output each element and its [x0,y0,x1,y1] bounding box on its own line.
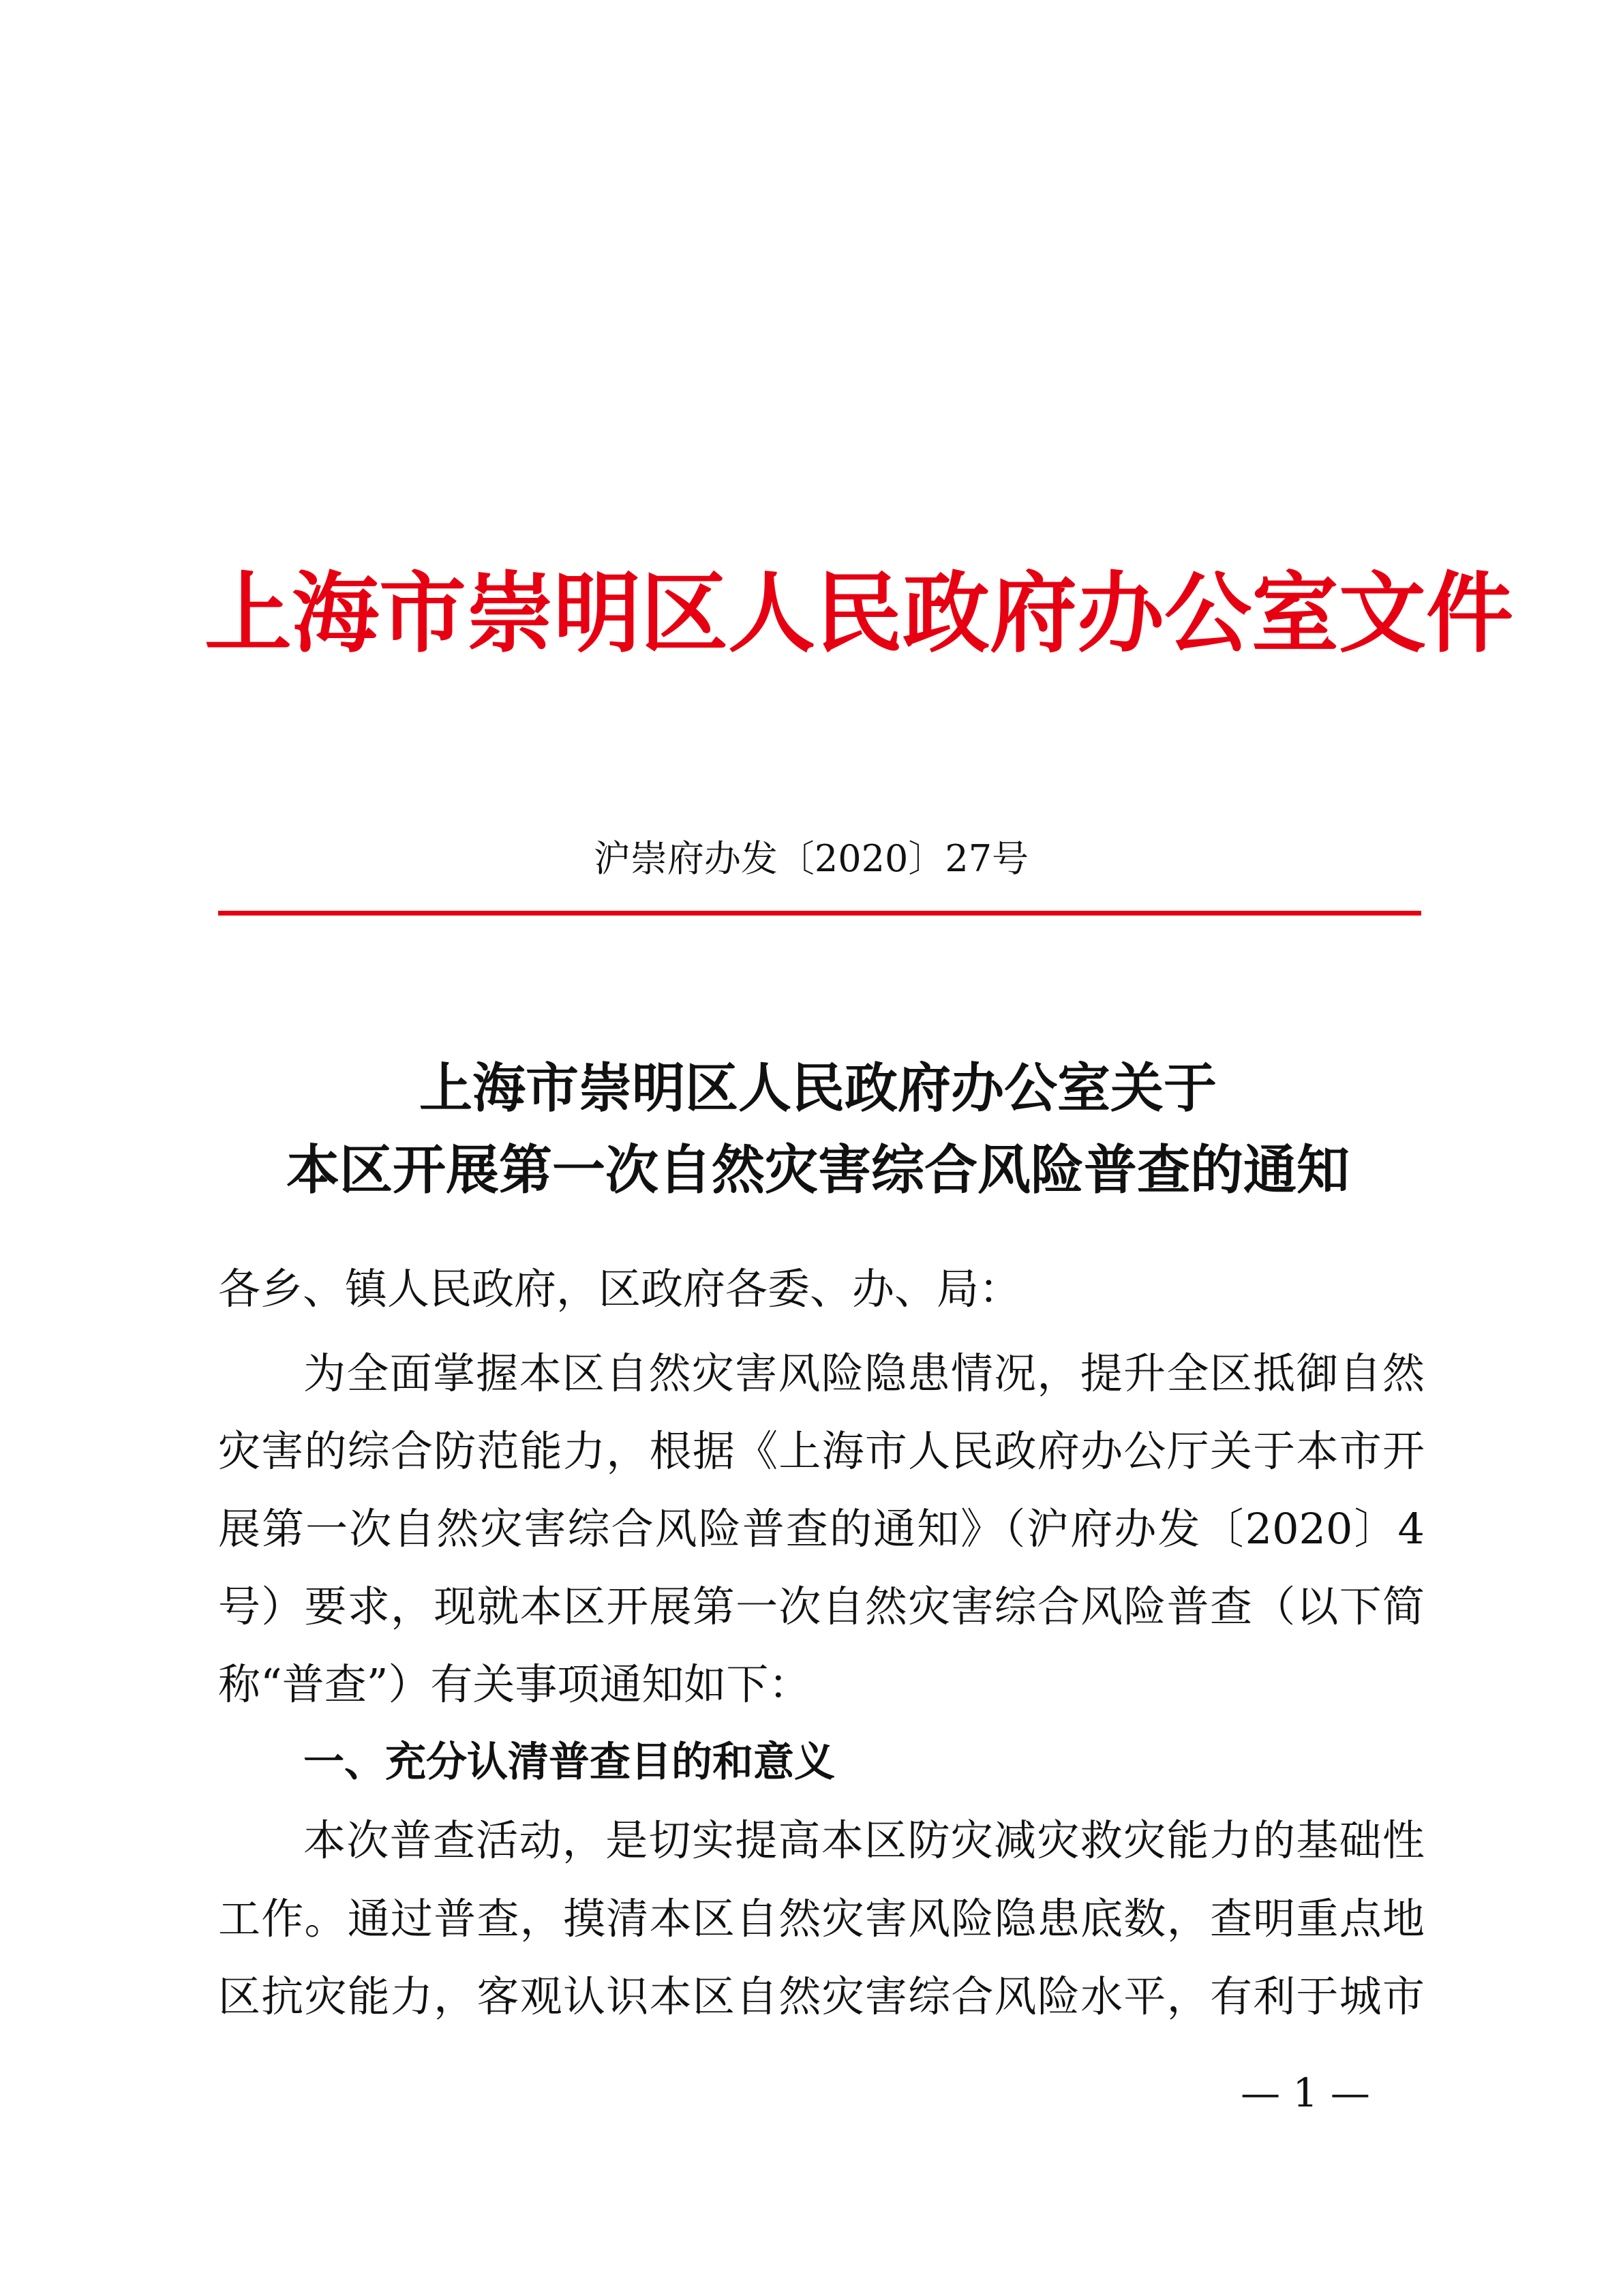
paragraph-line: 灾害的综合防范能力，根据《上海市人民政府办公厅关于本市开 [218,1426,1425,1476]
paragraph-line: 工作。通过普查，摸清本区自然灾害风险隐患底数，查明重点地 [218,1894,1425,1944]
section-heading: 一、充分认清普查目的和意义 [303,1738,835,1786]
notice-title-line: 本区开展第一次自然灾害综合风险普查的通知 [286,1139,1350,1202]
addressee-line: 各乡、镇人民政府，区政府各委、办、局： [218,1264,1022,1314]
paragraph-line: 为全面掌握本区自然灾害风险隐患情况，提升全区抵御自然 [303,1348,1425,1398]
paragraph-line: 本次普查活动，是切实提高本区防灾减灾救灾能力的基础性 [303,1815,1425,1865]
issuer-red-title: 上海市崇明区人民政府办公室文件 [204,562,1514,665]
red-separator-rule [218,911,1421,916]
notice-title-line: 上海市崇明区人民政府办公室关于 [419,1057,1217,1120]
paragraph-line: 区抗灾能力，客观认识本区自然灾害综合风险水平，有利于城市 [218,1972,1425,2021]
page-number: — 1 — [1241,2070,1370,2116]
paragraph-line: 号）要求，现就本区开展第一次自然灾害综合风险普查（以下简 [218,1582,1425,1631]
document-number: 沪崇府办发〔2020〕27号 [593,837,1029,880]
paragraph-line: 展第一次自然灾害综合风险普查的通知》（沪府办发〔2020〕4 [218,1504,1425,1554]
paragraph-line: 称“普查”）有关事项通知如下： [218,1659,811,1709]
